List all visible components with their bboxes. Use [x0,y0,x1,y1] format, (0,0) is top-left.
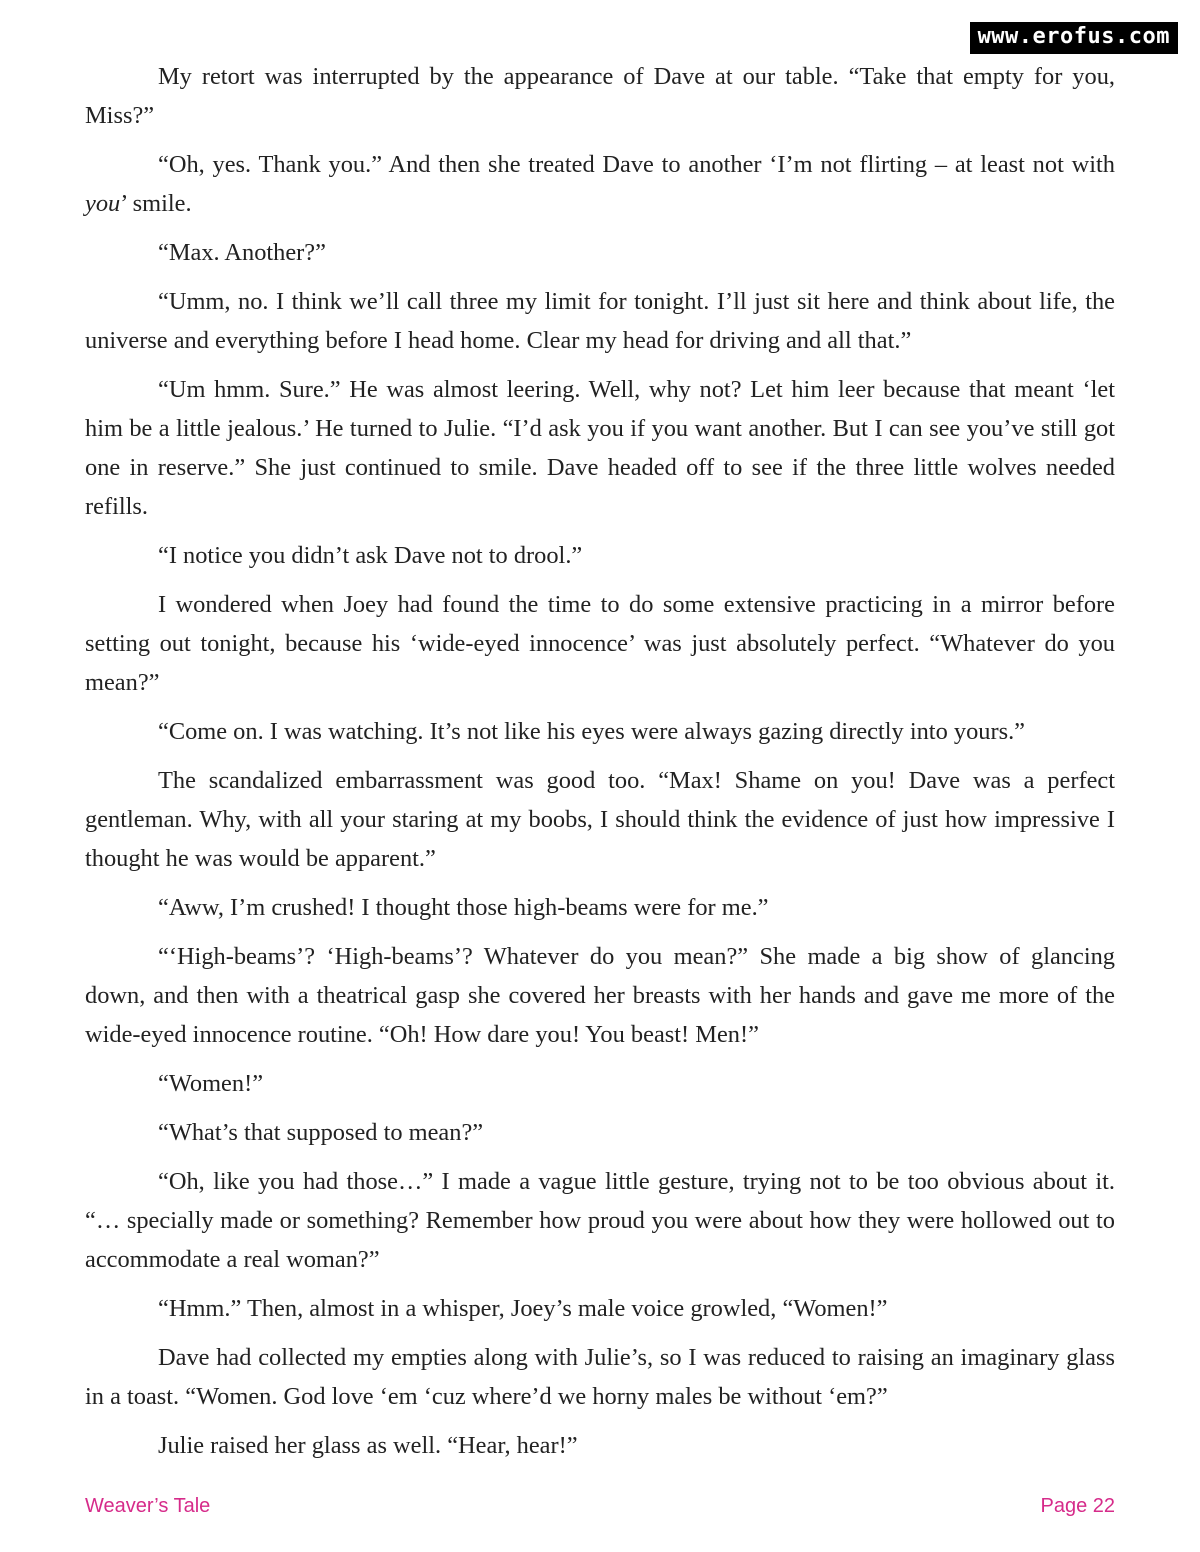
footer-page-number: Page 22 [1040,1495,1115,1517]
paragraph: “Um hmm. Sure.” He was almost leering. Well, why not? Let him leer because that meant ‘let him be a little jealous.’ He turned to Julie. “I’d ask you if you want another. But I can see you’ve still got one in reserve.” She just continued to smile. Dave headed off to see if the three little wolves needed refills. [85,375,1115,521]
footer-book-title: Weaver’s Tale [85,1495,211,1517]
paragraph: “What’s that supposed to mean?” [158,1119,484,1146]
paragraph: “Max. Another?” [158,239,326,266]
paragraph: My retort was interrupted by the appearance of Dave at our table. “Take that empty for you, Miss?” [85,63,1115,130]
paragraph: “‘High-beams’? ‘High-beams’? Whatever do you mean?” She made a big show of glancing down, and then with a theatrical gasp she covered her breasts with her hands and gave me more of the wide-eyed innocence routine. “Oh! How dare you! You beast! Men!” [85,943,1115,1049]
body-text [85,57,1115,1475]
paragraph: The scandalized embarrassment was good too. “Max! Shame on you! Dave was a perfect gentleman. Why, with all your staring at my boobs, I should think the evidence of just how impressive I thought he was would be apparent.” [85,767,1115,873]
paragraph: “Umm, no. I think we’ll call three my limit for tonight. I’ll just sit here and think about life, the universe and everything before I head home. Clear my head for driving and all that.” [85,287,1115,354]
paragraph: “Women!” [158,1070,264,1098]
paragraph: I wondered when Joey had found the time to do some extensive practicing in a mirror before setting out tonight, because his ‘wide-eyed innocence’ was just absolutely perfect. “Whatever do you mean?” [85,591,1115,697]
paragraph: Dave had collected my empties along with Julie’s, so I was reduced to raising an imaginary glass in a toast. “Women. God love ‘em ‘cuz where’d we horny males be without ‘em?” [85,1343,1115,1410]
paragraph: “Oh, like you had those…” I made a vague little gesture, trying not to be too obvious about it. “… specially made or something? Remember how proud you were about how they were hollowed out to accommodate a real woman?” [85,1167,1115,1274]
paragraph: “I notice you didn’t ask Dave not to drool.” [158,542,583,570]
watermark: www.erofus.com [970,22,1178,54]
paragraph: “Oh, yes. Thank you.” And then she treated Dave to another ‘I’m not flirting – at least not with you’ smile. [85,151,1115,218]
paragraph: “Aww, I’m crushed! I thought those high-beams were for me.” [158,894,769,922]
italic-emphasis: you [85,190,121,218]
paragraph: “Hmm.” Then, almost in a whisper, Joey’s male voice growled, “Women!” [158,1295,888,1322]
paragraph: Julie raised her glass as well. “Hear, hear!” [158,1431,578,1459]
paragraph: “Come on. I was watching. It’s not like his eyes were always gazing directly into yours.” [158,718,1025,746]
